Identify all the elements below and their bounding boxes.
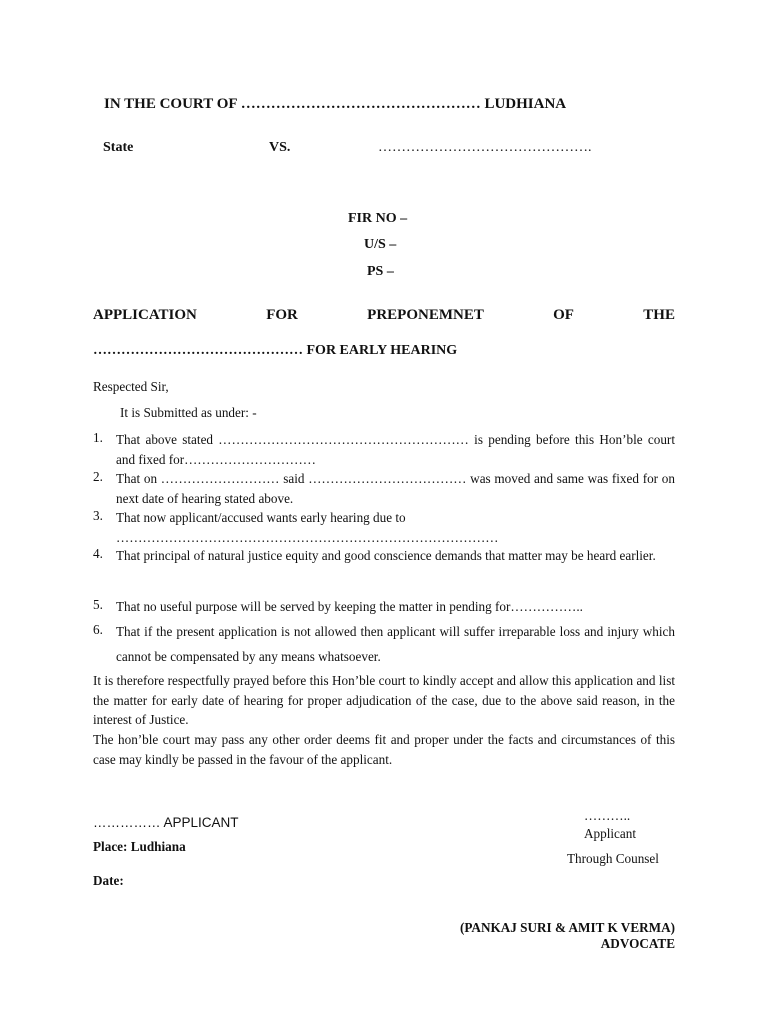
title-word: FOR [266,307,298,323]
counsel-names: (PANKAJ SURI & AMIT K VERMA) [459,920,675,935]
place-label: Place: Ludhiana [93,839,186,854]
versus-label: VS. [269,140,291,155]
court-heading: IN THE COURT OF ………………………………………… LUDHIANA [104,96,567,112]
item-number: 1. [93,430,103,445]
title-word: PREPONEMNET [367,307,484,323]
police-station: PS – [367,264,394,279]
applicant-signature-left: …………… APPLICANT [93,815,239,830]
list-item: That if the present application is not allowed then applicant will suffer irreparable loss and injury which cannot be compensated by any means whatsoever. [116,624,675,664]
item-number: 4. [93,546,103,561]
applicant-signature-right: Applicant [584,826,637,841]
list-item: That now applicant/accused wants early hearing due to …………………………………………………………………………… [116,510,499,545]
application-subtitle: ……………………………………… FOR EARLY HEARING [93,343,458,358]
item-number: 2. [93,469,103,484]
list-item: That above stated ………………………………………………… is pending before this Hon’ble court and fixed for………………………… [116,432,675,467]
list-item: That no useful purpose will be served by keeping the matter in pending for…………….. [116,599,583,614]
through-counsel: Through Counsel [567,851,659,866]
list-item: That on ……………………… said ……………………………… was moved and same was fixed for on next date of hearing stated above. [116,471,675,506]
intro-line: It is Submitted as under: - [120,405,257,420]
advocate-label: ADVOCATE [600,936,675,951]
respondent-placeholder: ………………………………………. [378,140,592,155]
fir-number: FIR NO – [348,211,408,226]
item-number: 5. [93,597,103,612]
further-relief-paragraph: The hon’ble court may pass any other order deems fit and proper under the facts and circumstances of this case may kindly be passed in the favour of the applicant. [93,732,675,767]
title-word: THE [643,307,675,323]
salutation: Respected Sir, [93,379,169,394]
item-number: 6. [93,622,103,637]
under-section: U/S – [364,237,397,252]
date-label: Date: [93,873,124,888]
list-item: That principal of natural justice equity and good conscience demands that matter may be heard earlier. [116,548,656,563]
state-label: State [103,140,134,155]
prayer-paragraph: It is therefore respectfully prayed before this Hon’ble court to kindly accept and allow this application and list the matter for early date of hearing for proper adjudication of the case, due to the above said reason, in the interest of Justice. [93,673,675,727]
item-number: 3. [93,508,103,523]
title-word: OF [553,307,574,323]
application-title [93,307,675,324]
signature-dots: ……….. [584,808,631,823]
title-word: APPLICATION [93,307,197,323]
